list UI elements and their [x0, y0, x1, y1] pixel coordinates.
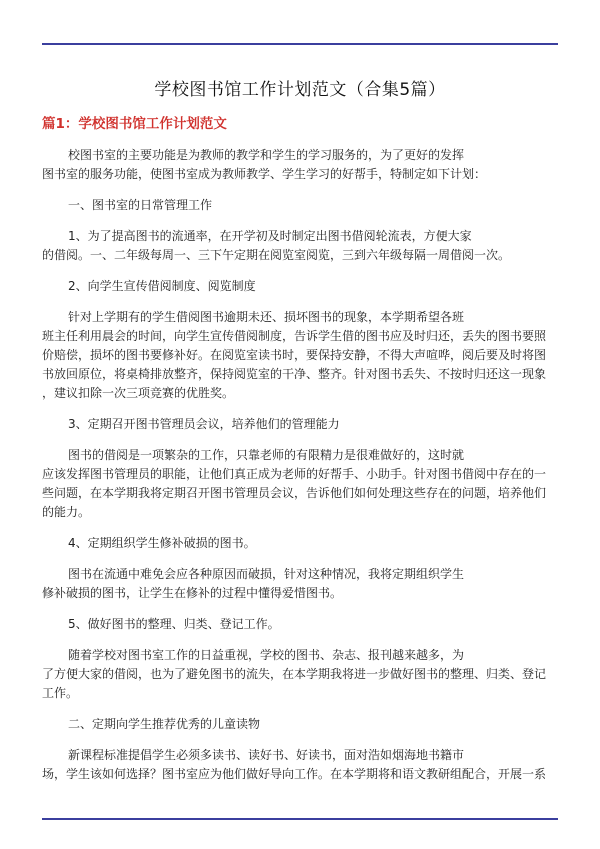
- paragraph: [42, 646, 558, 703]
- paragraph-line: 1、为了提高图书的流通率，在开学初及时制定出图书借阅轮流表，方便大家: [68, 229, 472, 243]
- document-title: 学校图书馆工作计划范文（合集5篇）: [154, 80, 446, 100]
- paragraph: [42, 146, 558, 184]
- paragraph-line: 图书的借阅是一项繁杂的工作，只靠老师的有限精力是很难做好的，这时就: [68, 448, 465, 462]
- paragraph-line: 价赔偿，损坏的图书要修补好。在阅览室读书时，要保持安静，不得大声喧哗，阅后要及时将图: [42, 348, 547, 362]
- paragraph: [42, 565, 558, 603]
- paragraph-line: 校图书室的主要功能是为教师的教学和学生的学习服务的，为了更好的发挥: [68, 148, 465, 162]
- section-heading: 2、向学生宣传借阅制度、阅览制度: [68, 279, 256, 293]
- section-heading: 一、图书室的日常管理工作: [68, 198, 213, 212]
- section-heading: 二、定期向学生推荐优秀的儿童读物: [68, 717, 261, 731]
- paragraph-line: 针对上学期有的学生借阅图书逾期未还、损坏图书的现象，本学期希望各班: [68, 310, 465, 324]
- paragraph-line: 书放回原位，将桌椅排放整齐，保持阅览室的干净、整齐。针对图书丢失、不按时归还这一现象: [42, 367, 547, 381]
- paragraph-line: 场，学生该如何选择？图书室应为他们做好导向工作。在本学期将和语文教研组配合，开展一系: [42, 767, 547, 781]
- top-rule: [42, 43, 558, 45]
- paragraph-line: 班主任利用晨会的时间，向学生宣传借阅制度，告诉学生借的图书应及时归还，丢失的图书要照: [42, 329, 547, 343]
- paragraph-line: 图书室的服务功能，使图书室成为教师教学、学生学习的好帮手，特制定如下计划：: [42, 167, 487, 181]
- paragraph: [42, 746, 558, 784]
- paragraph-line: ，建议扣除一次三项竞赛的优胜奖。: [42, 386, 235, 400]
- document-body: [42, 146, 558, 784]
- paragraph-line: 应该发挥图书管理员的职能，让他们真正成为老师的好帮手、小助手。针对图书借阅中存在的一: [42, 467, 547, 481]
- section-subtitle: 篇1：学校图书馆工作计划范文: [42, 116, 227, 132]
- paragraph-line: 的能力。: [42, 505, 91, 519]
- paragraph-line: 工作。: [42, 686, 79, 700]
- section-heading: 3、定期召开图书管理员会议，培养他们的管理能力: [68, 417, 340, 431]
- paragraph: [42, 308, 558, 403]
- section-heading: 5、做好图书的整理、归类、登记工作。: [68, 617, 280, 631]
- document-page: [42, 62, 558, 796]
- paragraph-line: 些问题，在本学期我将定期召开图书管理员会议，告诉他们如何处理这些存在的问题，培养他们: [42, 486, 547, 500]
- paragraph-line: 的借阅。一、二年级每周一、三下午定期在阅览室阅览，三到六年级每隔一周借阅一次。: [42, 248, 511, 262]
- paragraph: [42, 446, 558, 522]
- paragraph-line: 随着学校对图书室工作的日益重视，学校的图书、杂志、报刊越来越多，为: [68, 648, 465, 662]
- paragraph-line: 修补破损的图书，让学生在修补的过程中懂得爱惜图书。: [42, 586, 343, 600]
- paragraph: [42, 227, 558, 265]
- section-heading: 4、定期组织学生修补破损的图书。: [68, 536, 256, 550]
- paragraph-line: 图书在流通中难免会应各种原因而破损，针对这种情况，我将定期组织学生: [68, 567, 465, 581]
- bottom-rule: [42, 818, 558, 820]
- paragraph-line: 新课程标准提倡学生必须多读书、读好书、好读书，面对浩如烟海地书籍市: [68, 748, 465, 762]
- paragraph-line: 了方便大家的借阅，也为了避免图书的流失，在本学期我将进一步做好图书的整理、归类、登记: [42, 667, 547, 681]
